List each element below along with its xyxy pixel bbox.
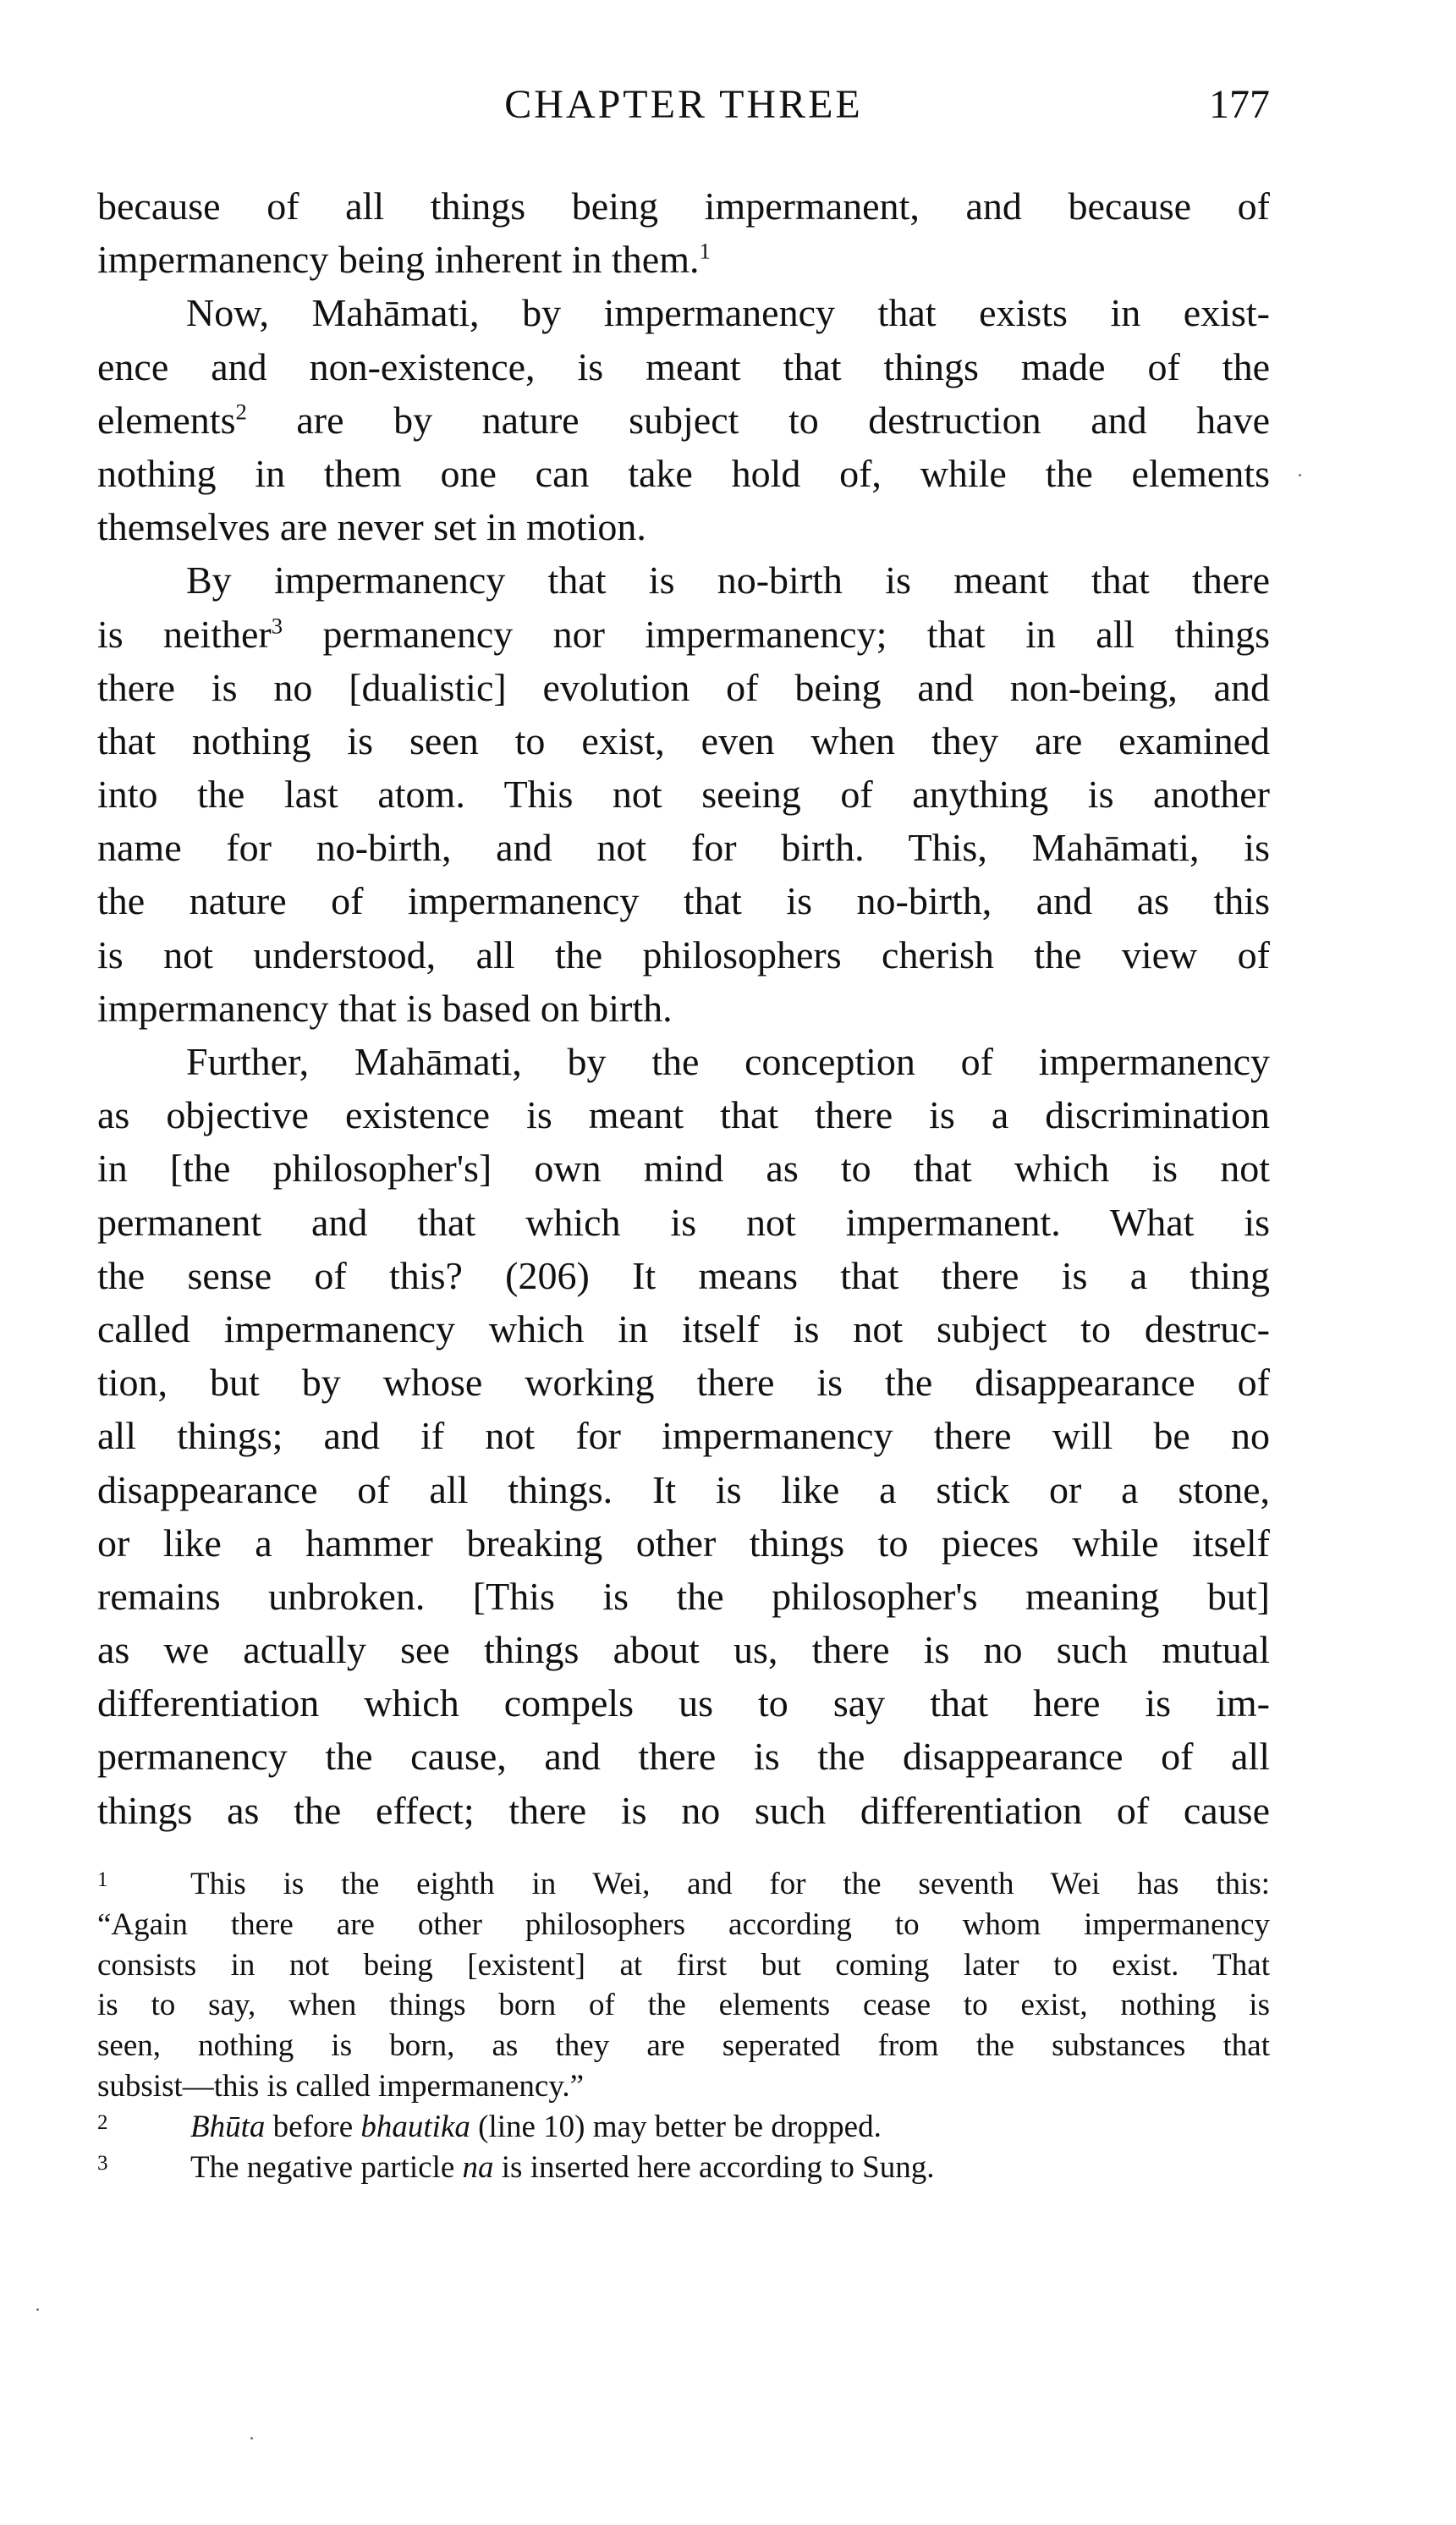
text-line: nothing in them one can take hold of, while the elements — [97, 451, 1270, 495]
text-line: remains unbroken. [This is the philosopher's meaning but] — [97, 1574, 1270, 1618]
text-line: Further, Mahāmati, by the conception of impermanency — [186, 1040, 1270, 1083]
text-line: into the last atom. This not seeing of anything is another — [97, 773, 1270, 817]
text-line: there is no [dualistic] evolution of being and non-being, and — [97, 665, 1270, 709]
text-line: permanency the cause, and there is the disappearance of all — [97, 1735, 1270, 1779]
text-line: By impermanency that is no-birth is meant that there — [186, 558, 1270, 602]
footnote-3: 3 The negative particle na is inserted here according to Sung. — [97, 2148, 1270, 2188]
text-line: that nothing is seen to exist, even when they are examined — [97, 718, 1270, 762]
text-line: the sense of this? (206) It means that there is a thing — [97, 1253, 1270, 1297]
footnote-1-line: seen, nothing is born, as they are seperated from the substances that — [97, 2028, 1270, 2064]
text-line: disappearance of all things. It is like a stick or a stone, — [97, 1467, 1270, 1511]
footnote-1: 1 This is the eighth in Wei, and for the seventh Wei has this: — [97, 1864, 1270, 1905]
footnote-1-line: consists in not being [existent] at first but coming later to exist. That — [97, 1947, 1270, 1983]
text-line: called impermanency which in itself is not subject to destruc- — [97, 1307, 1270, 1351]
text-line: ence and non-existence, is meant that things made of the — [97, 344, 1270, 388]
text-line: Now, Mahāmati, by impermanency that exists in exist- — [186, 291, 1270, 335]
running-head: CHAPTER THREE — [504, 82, 863, 127]
footnote-2: 2 Bhūta before bhautika (line 10) may better be dropped. — [97, 2107, 1270, 2148]
text-line: as objective existence is meant that there is a discrimination — [97, 1093, 1270, 1137]
text-line: differentiation which compels us to say that here is im- — [97, 1681, 1270, 1725]
text-line: because of all things being impermanent, and because of — [97, 184, 1270, 228]
footnote-marker: 1 — [97, 1868, 108, 1891]
text-line: impermanency that is based on birth. — [97, 986, 673, 1030]
text-line: elements$^2$ are by nature subject to destruction and have — [97, 398, 1270, 442]
text-line: in [the philosopher's] own mind as to that which is not — [97, 1147, 1270, 1191]
footnotes — [97, 1864, 1270, 2187]
scan-speck — [36, 2308, 39, 2311]
footnote-ref-3: 3 — [271, 613, 283, 639]
footnote-ref-1: 1 — [699, 238, 711, 264]
text-line: things as the effect; there is no such differentiation of cause — [97, 1788, 1270, 1832]
footnote-marker: 3 — [97, 2151, 108, 2175]
text-line: themselves are never set in motion. — [97, 505, 646, 549]
text-line: permanent and that which is not impermanent. What is — [97, 1200, 1270, 1244]
text-line: all things; and if not for impermanency there will be no — [97, 1414, 1270, 1458]
text-line: tion, but by whose working there is the disappearance of — [97, 1361, 1270, 1405]
scan-speck — [250, 2437, 253, 2440]
page-number: 177 — [1209, 82, 1270, 127]
footnote-1-line: “Again there are other philosophers according to whom impermanency — [97, 1906, 1270, 1942]
text-line: name for no-birth, and not for birth. This, Mahāmati, is — [97, 826, 1270, 870]
text-line: as we actually see things about us, there is no such mutual — [97, 1628, 1270, 1672]
text-line: is not understood, all the philosophers cherish the view of — [97, 932, 1270, 976]
footnote-marker: 2 — [97, 2110, 108, 2134]
scan-speck — [1299, 474, 1301, 476]
footnote-1-line: is to say, when things born of the elements cease to exist, nothing is — [97, 1988, 1270, 2023]
body-text — [97, 179, 1270, 1837]
text-line: or like a hammer breaking other things to pieces while itself — [97, 1521, 1270, 1565]
footnote-1-line: subsist—this is called impermanency.” — [97, 2068, 585, 2104]
text-line: is neither$^3$ permanency nor impermanency; that in all things — [97, 612, 1271, 656]
footnote-ref-2: 2 — [235, 399, 247, 425]
text-line: the nature of impermanency that is no-birth, and as this — [97, 879, 1270, 923]
text-line: impermanency being inherent in them.$^1$ — [97, 238, 711, 282]
page-header — [97, 81, 1270, 140]
